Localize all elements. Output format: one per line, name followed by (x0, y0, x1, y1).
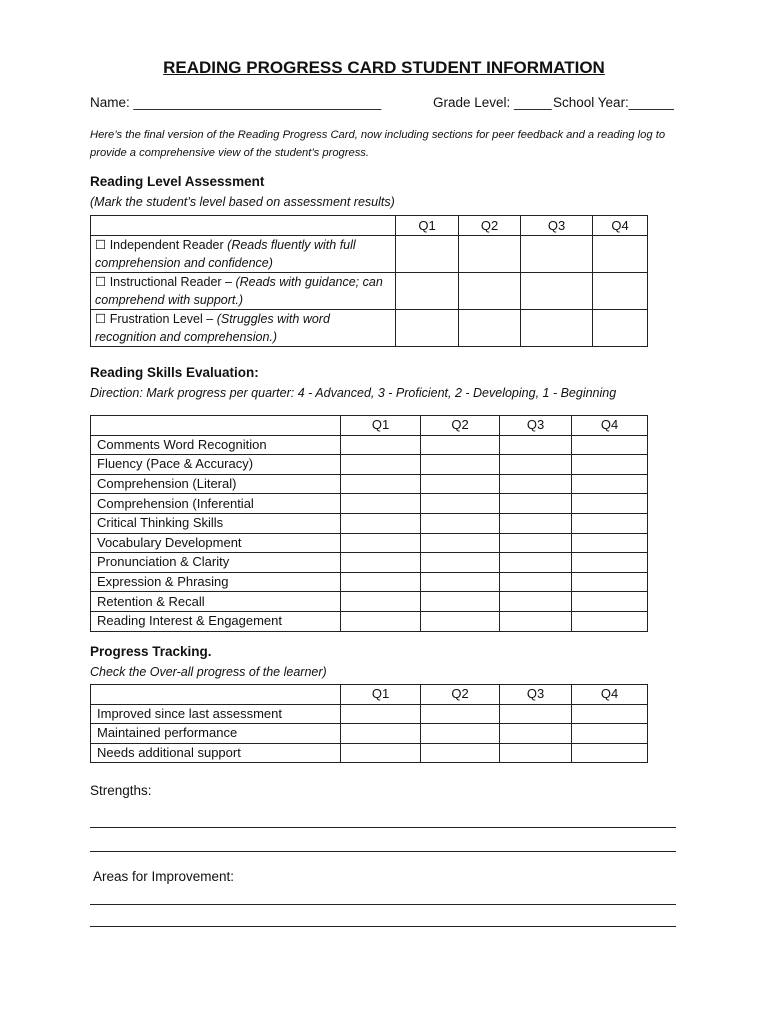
progress-cell-q4[interactable] (572, 704, 648, 724)
level-cell-q1[interactable] (396, 310, 459, 347)
skill-cell-q3[interactable] (500, 553, 572, 573)
reading-level-header-q4: Q4 (593, 216, 648, 236)
strengths-line[interactable] (90, 851, 676, 852)
level-cell-q4[interactable] (593, 236, 648, 273)
skill-row (91, 553, 648, 573)
reading-level-label (91, 310, 396, 347)
checkbox-icon[interactable]: ☐ (95, 312, 107, 326)
progress-cell-q1[interactable] (341, 743, 421, 763)
strengths-label: Strengths: (90, 783, 152, 798)
checkbox-icon[interactable]: ☐ (95, 238, 107, 252)
checkbox-icon[interactable]: ☐ (95, 275, 107, 289)
intro-text: Here’s the final version of the Reading Progress Card, now including sections for peer feedback and a reading log to provide a comprehensive view of the student’s progress. (90, 129, 666, 159)
skill-label: Retention & Recall (91, 592, 341, 612)
skill-cell-q2[interactable] (421, 474, 500, 494)
progress-table (90, 684, 648, 763)
level-cell-q2[interactable] (459, 273, 521, 310)
skill-label: Comments Word Recognition (91, 435, 341, 455)
level-description: (Reads with guidance; can comprehend with support.) (95, 275, 383, 307)
progress-cell-q4[interactable] (572, 724, 648, 744)
skill-cell-q2[interactable] (421, 533, 500, 553)
skill-cell-q4[interactable] (572, 592, 648, 612)
skill-cell-q1[interactable] (341, 611, 421, 631)
skill-label: Pronunciation & Clarity (91, 553, 341, 573)
level-description: (Struggles with word recognition and comprehension.) (95, 312, 330, 344)
reading-level-heading: Reading Level Assessment (90, 174, 265, 189)
reading-level-row (91, 236, 648, 273)
skill-cell-q1[interactable] (341, 533, 421, 553)
skill-cell-q3[interactable] (500, 572, 572, 592)
skill-cell-q2[interactable] (421, 572, 500, 592)
reading-level-label (91, 273, 396, 310)
skill-cell-q1[interactable] (341, 455, 421, 475)
name-field[interactable]: Name: _________________________________ (90, 95, 382, 110)
progress-header-q2: Q2 (421, 685, 500, 705)
skill-label: Expression & Phrasing (91, 572, 341, 592)
skill-label: Comprehension (Inferential (91, 494, 341, 514)
improvement-line[interactable] (90, 926, 676, 927)
progress-cell-q3[interactable] (500, 743, 572, 763)
reading-level-table (90, 215, 648, 347)
skill-row (91, 455, 648, 475)
skill-row (91, 572, 648, 592)
skill-cell-q3[interactable] (500, 435, 572, 455)
skill-cell-q4[interactable] (572, 435, 648, 455)
skill-cell-q4[interactable] (572, 533, 648, 553)
skill-label: Fluency (Pace & Accuracy) (91, 455, 341, 475)
skill-cell-q3[interactable] (500, 592, 572, 612)
skill-cell-q4[interactable] (572, 474, 648, 494)
skill-cell-q3[interactable] (500, 533, 572, 553)
skills-header-q1: Q1 (341, 416, 421, 436)
progress-instruction: Check the Over-all progress of the learner) (90, 665, 327, 679)
level-cell-q4[interactable] (593, 273, 648, 310)
level-cell-q4[interactable] (593, 310, 648, 347)
skill-cell-q3[interactable] (500, 494, 572, 514)
progress-header-q3: Q3 (500, 685, 572, 705)
skill-row (91, 533, 648, 553)
progress-header-q4: Q4 (572, 685, 648, 705)
skill-cell-q4[interactable] (572, 455, 648, 475)
progress-row (91, 704, 648, 724)
level-cell-q3[interactable] (521, 273, 593, 310)
skill-cell-q4[interactable] (572, 513, 648, 533)
level-name: Instructional Reader – (106, 275, 236, 289)
skills-table (90, 415, 648, 632)
skill-cell-q4[interactable] (572, 611, 648, 631)
skill-row (91, 611, 648, 631)
skill-row (91, 494, 648, 514)
skill-cell-q1[interactable] (341, 592, 421, 612)
skill-cell-q1[interactable] (341, 553, 421, 573)
skill-cell-q3[interactable] (500, 455, 572, 475)
progress-row (91, 743, 648, 763)
level-cell-q1[interactable] (396, 273, 459, 310)
progress-cell-q2[interactable] (421, 724, 500, 744)
progress-cell-q1[interactable] (341, 724, 421, 744)
progress-corner-cell (91, 685, 341, 705)
skills-header-q2: Q2 (421, 416, 500, 436)
skill-cell-q3[interactable] (500, 474, 572, 494)
skill-cell-q4[interactable] (572, 494, 648, 514)
progress-heading: Progress Tracking. (90, 644, 212, 659)
skill-cell-q2[interactable] (421, 611, 500, 631)
skill-row (91, 435, 648, 455)
skill-label: Critical Thinking Skills (91, 513, 341, 533)
progress-label: Maintained performance (91, 724, 341, 744)
progress-cell-q2[interactable] (421, 704, 500, 724)
skill-cell-q2[interactable] (421, 592, 500, 612)
grade-level-field[interactable]: Grade Level: _____ (433, 95, 552, 110)
reading-level-header-q3: Q3 (521, 216, 593, 236)
reading-level-header-q1: Q1 (396, 216, 459, 236)
skill-cell-q3[interactable] (500, 611, 572, 631)
reading-level-header-q2: Q2 (459, 216, 521, 236)
skill-cell-q1[interactable] (341, 494, 421, 514)
strengths-line[interactable] (90, 827, 676, 828)
school-year-field[interactable]: School Year:______ (553, 95, 674, 110)
progress-cell-q4[interactable] (572, 743, 648, 763)
skill-label: Vocabulary Development (91, 533, 341, 553)
skill-row (91, 474, 648, 494)
reading-level-row (91, 273, 648, 310)
progress-header-q1: Q1 (341, 685, 421, 705)
skill-row (91, 592, 648, 612)
skill-cell-q1[interactable] (341, 474, 421, 494)
progress-label: Improved since last assessment (91, 704, 341, 724)
level-description: (Reads fluently with full comprehension and confidence) (95, 238, 356, 270)
improvement-label: Areas for Improvement: (90, 869, 235, 884)
skill-cell-q2[interactable] (421, 455, 500, 475)
skill-cell-q2[interactable] (421, 435, 500, 455)
reading-level-label (91, 236, 396, 273)
skill-cell-q1[interactable] (341, 513, 421, 533)
level-cell-q2[interactable] (459, 310, 521, 347)
reading-level-instruction: (Mark the student’s level based on assessment results) (90, 195, 395, 209)
level-cell-q3[interactable] (521, 236, 593, 273)
skill-label: Reading Interest & Engagement (91, 611, 341, 631)
skills-direction: Direction: Mark progress per quarter: 4 - Advanced, 3 - Proficient, 2 - Developing, 1 - Beginning (90, 386, 617, 400)
level-name: Frustration Level – (106, 312, 217, 326)
progress-cell-q1[interactable] (341, 704, 421, 724)
progress-row (91, 724, 648, 744)
improvement-line[interactable] (90, 904, 676, 905)
skill-label: Comprehension (Literal) (91, 474, 341, 494)
level-name: Independent Reader (106, 238, 228, 252)
skill-cell-q1[interactable] (341, 435, 421, 455)
progress-cell-q2[interactable] (421, 743, 500, 763)
skill-cell-q2[interactable] (421, 513, 500, 533)
reading-level-row (91, 310, 648, 347)
page-title: READING PROGRESS CARD STUDENT INFORMATION (163, 58, 605, 77)
progress-cell-q3[interactable] (500, 704, 572, 724)
skill-cell-q4[interactable] (572, 553, 648, 573)
skills-header-q4: Q4 (572, 416, 648, 436)
skill-cell-q4[interactable] (572, 572, 648, 592)
skills-heading: Reading Skills Evaluation: (90, 365, 259, 380)
level-cell-q3[interactable] (521, 310, 593, 347)
reading-level-corner-cell (91, 216, 396, 236)
level-cell-q2[interactable] (459, 236, 521, 273)
level-cell-q1[interactable] (396, 236, 459, 273)
skill-cell-q2[interactable] (421, 494, 500, 514)
skill-row (91, 513, 648, 533)
skill-cell-q2[interactable] (421, 553, 500, 573)
progress-label: Needs additional support (91, 743, 341, 763)
progress-cell-q3[interactable] (500, 724, 572, 744)
skills-header-q3: Q3 (500, 416, 572, 436)
skill-cell-q1[interactable] (341, 572, 421, 592)
skill-cell-q3[interactable] (500, 513, 572, 533)
skills-corner-cell (91, 416, 341, 436)
